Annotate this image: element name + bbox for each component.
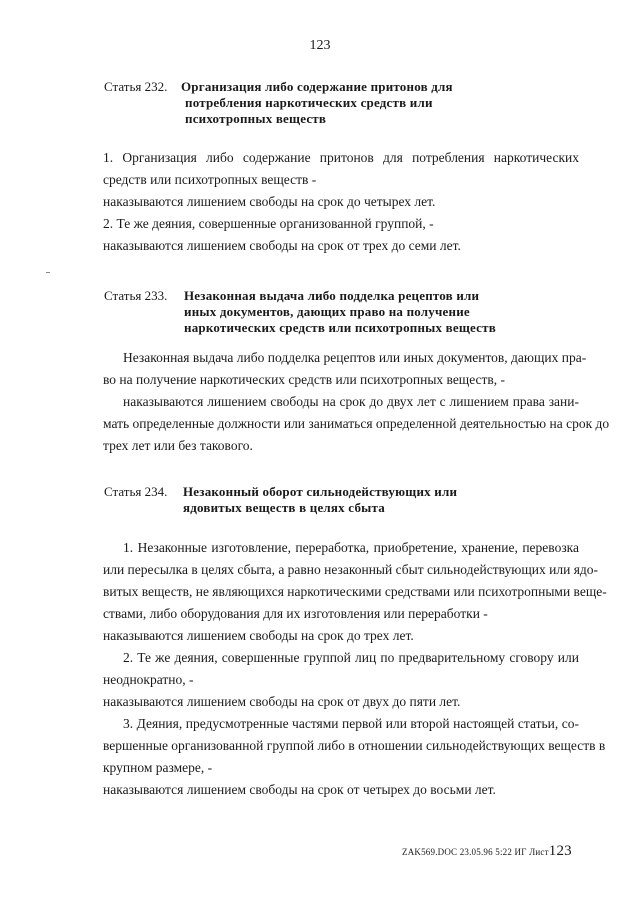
text-line: наказываются лишением свободы на срок до трех лет. <box>103 628 414 643</box>
text-line: во на получение наркотических средств или психотропных веществ, - <box>103 372 506 387</box>
text-line: 2. Те же деяния, совершенные группой лиц по предварительному сговору или <box>123 650 579 665</box>
footer-sheet-label: Лист <box>529 847 549 857</box>
article-label: Статья 233. <box>104 288 168 303</box>
footer-initials: ИГ <box>514 847 527 857</box>
page-number: 123 <box>309 38 331 53</box>
margin-mark <box>46 272 50 273</box>
article-title-line: Незаконная выдача либо подделка рецептов или <box>184 288 480 303</box>
document-footer <box>402 843 572 860</box>
article-title-line: иных документов, дающих право на получение <box>184 304 470 319</box>
article-title-line: Незаконный оборот сильнодействующих или <box>183 484 458 499</box>
article-title-line: психотропных веществ <box>185 111 327 126</box>
text-line: ствами, либо оборудования для их изготовления или переработки - <box>103 606 488 621</box>
footer-sheet-number: 123 <box>548 843 572 859</box>
text-line: наказываются лишением свободы на срок до двух лет с лишением права зани- <box>123 394 579 409</box>
text-line: наказываются лишением свободы на срок от четырех до восьми лет. <box>103 782 496 797</box>
article-title-line: Организация либо содержание притонов для <box>181 79 453 94</box>
text-line: наказываются лишением свободы на срок от двух до пяти лет. <box>103 694 461 709</box>
text-line: или пересылка в целях сбыта, а равно незаконный сбыт сильнодействующих или ядо- <box>103 562 599 577</box>
article-title <box>184 288 479 303</box>
text-line: 3. Деяния, предусмотренные частями первой или второй настоящей статьи, со- <box>123 716 579 731</box>
article-label: Статья 234. <box>104 484 168 499</box>
text-line: Незаконная выдача либо подделка рецептов или иных документов, дающих пра- <box>123 350 587 365</box>
text-line: 1. Незаконные изготовление, переработка, приобретение, хранение, перевозка <box>123 540 579 555</box>
text-line: витых веществ, не являющихся наркотическими средствами или психотропными веще- <box>103 584 607 599</box>
article-title <box>183 484 457 499</box>
text-line: трех лет или без такового. <box>103 438 253 453</box>
text-line: мать определенные должности или заниматься определенной деятельностью на срок до <box>103 416 610 431</box>
text-line: 1. Организация либо содержание притонов для потребления наркотических <box>103 150 579 165</box>
text-line: крупном размере, - <box>103 760 213 775</box>
text-line: средств или психотропных веществ - <box>103 172 317 187</box>
article-title-line: наркотических средств или психотропных веществ <box>184 320 496 335</box>
footer-time: 5:22 <box>495 847 513 857</box>
text-line: вершенные организованной группой либо в отношении сильнодействующих веществ в <box>103 738 606 753</box>
footer-file: ZAK569.DOC <box>402 847 458 857</box>
text-line: неоднократно, - <box>103 672 194 687</box>
footer-date: 23.05.96 <box>459 847 493 857</box>
text-line: наказываются лишением свободы на срок от трех до семи лет. <box>103 238 461 253</box>
article-label: Статья 232. <box>104 79 168 94</box>
text-line: наказываются лишением свободы на срок до четырех лет. <box>103 194 436 209</box>
article-title-line: ядовитых веществ в целях сбыта <box>183 500 385 515</box>
text-line: 2. Те же деяния, совершенные организованной группой, - <box>103 216 434 231</box>
article-title <box>181 79 453 94</box>
article-title-line: потребления наркотических средств или <box>185 95 433 110</box>
